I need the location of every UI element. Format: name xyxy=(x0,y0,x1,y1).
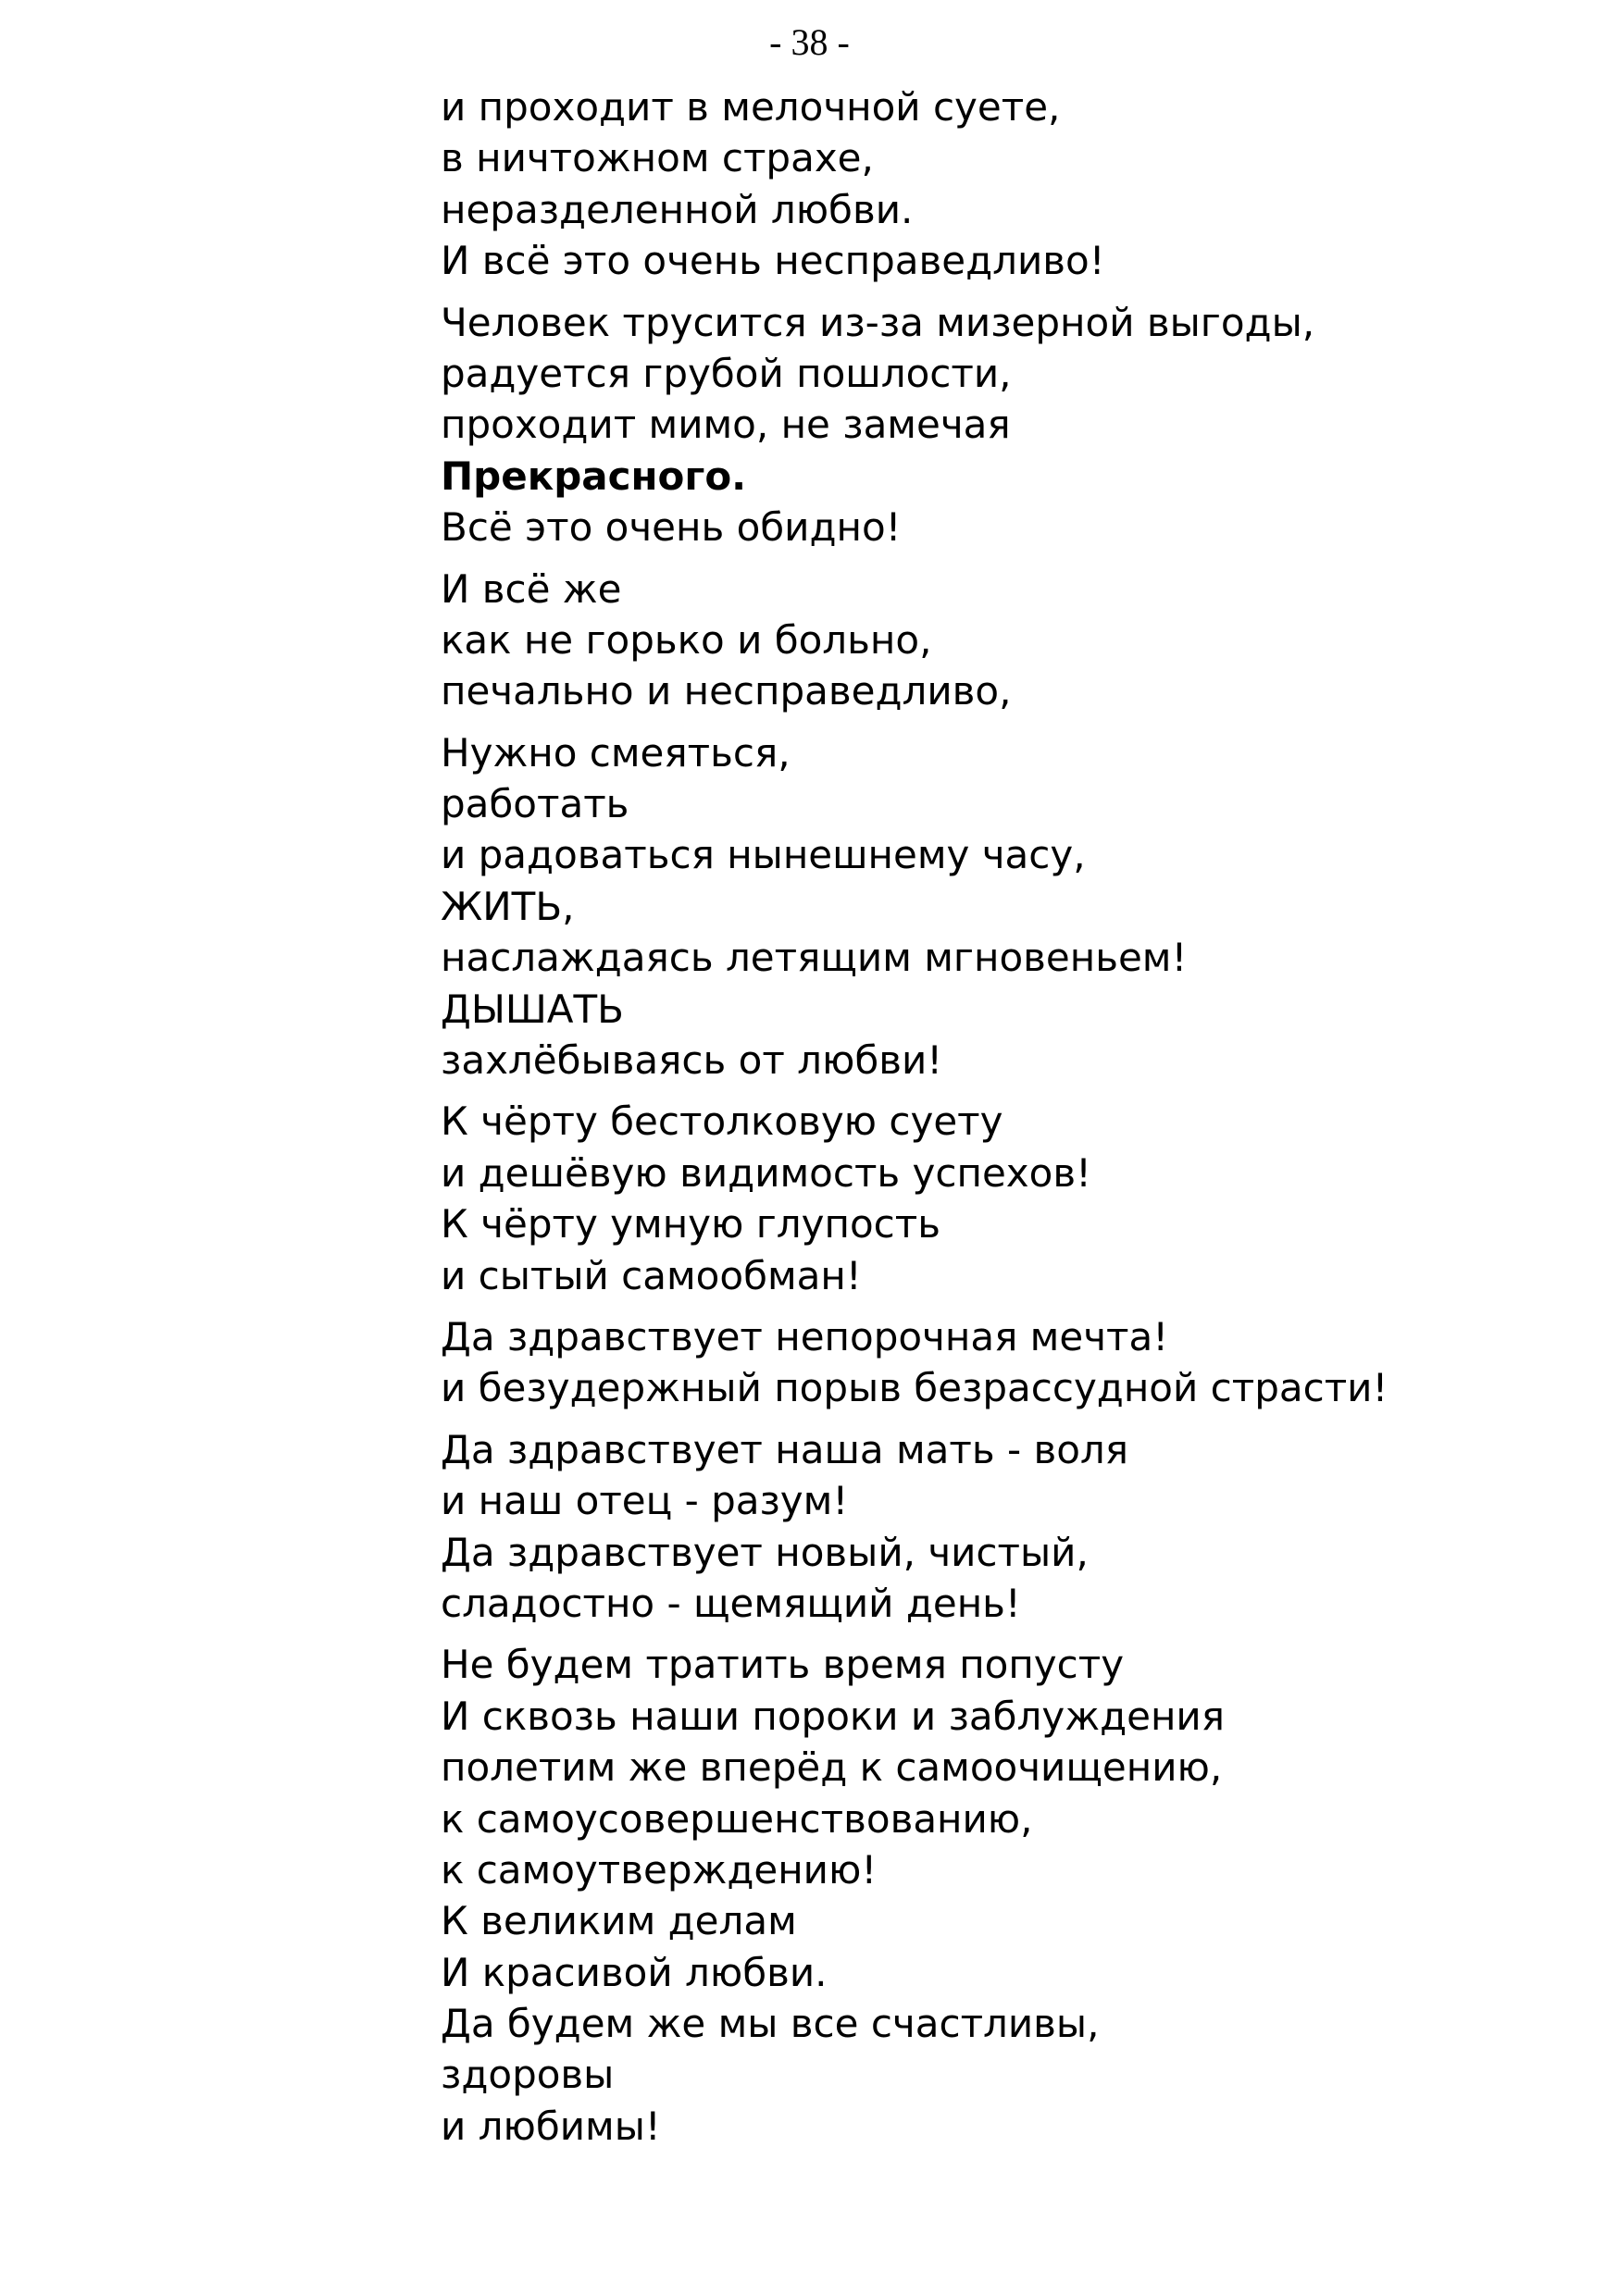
stanza xyxy=(441,564,1588,717)
poem-line: И всё же xyxy=(441,565,622,612)
poem-line: наслаждаясь летящим мгновеньем! xyxy=(441,935,1188,981)
poem-line: К великим делам xyxy=(441,1898,797,1944)
poem-line: К чёрту умную глупость xyxy=(441,1201,940,1247)
poem-line: Прекрасного. xyxy=(441,453,747,499)
poem-line: в ничтожном страхе, xyxy=(441,135,874,181)
poem-line: как не горько и больно, xyxy=(441,616,932,663)
poem-line: Да будем же мы все счастливы, xyxy=(441,2001,1100,2047)
poem-line: ДЫШАТЬ xyxy=(441,986,624,1032)
page-number: - 38 - xyxy=(769,21,850,63)
poem-line: И сквозь наши пороки и заблуждения xyxy=(441,1693,1225,1739)
poem-line: и наш отец - разум! xyxy=(441,1478,849,1524)
poem-line: полетим же вперёд к самоочищению, xyxy=(441,1744,1223,1791)
poem-line: проходит мимо, не замечая xyxy=(441,402,1011,448)
stanza xyxy=(441,297,1588,553)
poem-line: Да здравствует непорочная мечта! xyxy=(441,1313,1169,1359)
poem-line: Всё это очень обидно! xyxy=(441,504,902,551)
stanza xyxy=(441,1311,1588,1414)
poem-line: радуется грубой пошлости, xyxy=(441,350,1012,396)
stanza xyxy=(441,1096,1588,1301)
poem-line: и любимы! xyxy=(441,2103,661,2149)
poem-line: неразделенной любви. xyxy=(441,186,914,232)
poem-line: захлёбываясь от любви! xyxy=(441,1037,943,1084)
poem-line: и проходит в мелочной суете, xyxy=(441,84,1061,130)
poem-line: работать xyxy=(441,781,629,827)
poem-body xyxy=(441,81,1588,2162)
poem-line: и радоваться нынешнему часу, xyxy=(441,832,1086,878)
poem-line: Да здравствует новый, чистый, xyxy=(441,1529,1089,1575)
poem-line: и дешёвую видимость успехов! xyxy=(441,1149,1091,1196)
stanza xyxy=(441,727,1588,1086)
poem-line: здоровы xyxy=(441,2052,615,2098)
poem-line: и безудержный порыв безрассудной страсти! xyxy=(441,1365,1389,1411)
stanza xyxy=(441,1639,1588,2152)
poem-line: печально и несправедливо, xyxy=(441,668,1012,714)
poem-line: ЖИТЬ, xyxy=(441,883,575,929)
poem-line: к самоутверждению! xyxy=(441,1846,878,1893)
poem-line: и сытый самообман! xyxy=(441,1252,862,1298)
poem-line: И всё это очень несправедливо! xyxy=(441,238,1105,284)
poem-line: Не будем тратить время попусту xyxy=(441,1642,1125,1688)
poem-line: Да здравствует наша мать - воля xyxy=(441,1426,1129,1472)
poem-line: К чёрту бестолковую суету xyxy=(441,1098,1003,1145)
stanza xyxy=(441,81,1588,287)
stanza xyxy=(441,1424,1588,1630)
poem-line: к самоусовершенствованию, xyxy=(441,1795,1033,1842)
poem-line: Человек трусится из-за мизерной выгоды, xyxy=(441,299,1315,345)
poem-line: сладостно - щемящий день! xyxy=(441,1580,1021,1626)
poem-line: И красивой любви. xyxy=(441,1949,828,1995)
poem-line: Нужно смеяться, xyxy=(441,729,791,776)
